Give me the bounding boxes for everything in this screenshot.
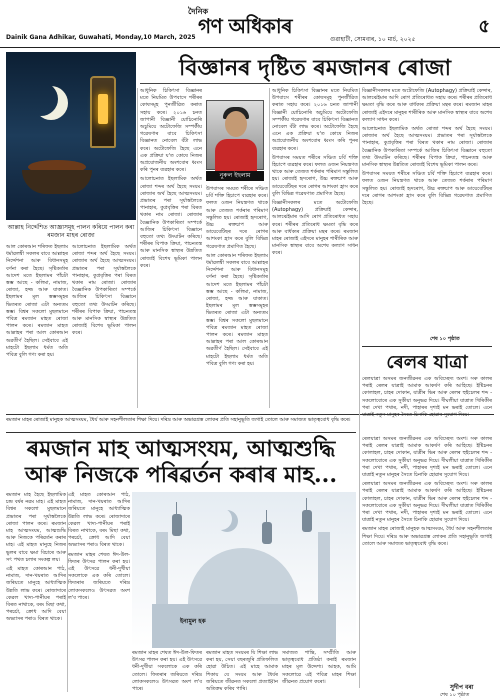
minaret-right [318, 532, 330, 612]
paragraph: বিজ্ঞানীসকলৰ মতে অটোফেজি (Autophagy) প্ৰক্ৰিয়াই কেন্সাৰ, আলঝেইমাৰ আদি ৰোগ প্ৰতিৰোধত সহায় কৰে। শৰীৰৰ প্ৰতিৰোধ ক্ষমতা বৃদ্ধি কৰে আৰু বাৰ্ধক্যৰ প্ৰক্ৰিয়া মন্থৰ কৰে। ৰমজান মাহৰ ৰোজাই এইদৰে মানুহৰ শাৰীৰিক আৰু মানসিক স্বাস্থ্যৰ বাবে অশেষ কল্যাণ সাধন কৰে। [272, 200, 358, 257]
paragraph: আলোচনাত ইছলামিক অৰ্থত ৰোজা শব্দৰ অৰ্থ হৈছে সংযম। ৰোজাৰ অৰ্থ হৈছে আত্মসংযম। প্ৰভাতৰ পৰা সূৰ্যাস্তলৈকে পানাহাৰ, কুপ্ৰবৃত্তিৰ পৰা বিৰত থকাৰ নাম ৰোজা। ৰোজাৰ বৈজ্ঞানিক উপকাৰিতা সম্পৰ্কে আজিৰ চিকিৎসা বিজ্ঞানে বহুতো তথ্য উদ্ঘাটন কৰিছে। শৰীৰৰ বিপাক ক্ৰিয়া, পাচনতন্ত্ৰ আৰু মানসিক স্বাস্থ্যৰ উন্নতিত ৰোজাই বিশেষ ভূমিকা পালন কৰে। [72, 244, 136, 337]
top-article-col6 [362, 88, 492, 334]
paragraph: ৰমজান মাহৰ শেষত ঈদ-উল-ফিতৰ উৎসৱ পালন কৰা হয়। এই উৎসৱে ধনী-দুখীয়া সকলোকে এক কৰি তোলে। ফিতৰাৰ জৰিয়তে দৰিদ্ৰ লোকসকলেও উৎসৱত অংশ ল'ব পাৰে। [68, 551, 130, 601]
author-name: নুৰুল ইছলাম [206, 171, 264, 181]
author-head [225, 111, 247, 137]
bottom-col3 [132, 650, 202, 694]
ramadan-hero-image [6, 52, 136, 220]
column-rule [67, 492, 68, 692]
author-photo [206, 100, 264, 170]
strip-text: ৰমজান মাহৰ ৰোজাই মানুহক আত্মসংযম, ধৈৰ্য আৰু সহনশীলতাৰ শিক্ষা দিয়ে। দৰিদ্ৰ আৰু অভাৱগ্ৰস্ত লোকৰ প্ৰতি সহানুভূতি জগাই তোলে আৰু সমাজত ভাতৃত্ববোধ বৃদ্ধি কৰে। [6, 414, 494, 432]
paragraph: আধুনিক চিকিৎসা বিজ্ঞানৰ মতে নিয়মিত উপবাসে শৰীৰৰ কোষসমূহ পুনৰ্জীৱিত কৰাত সহায় কৰে। ২০১৬ চনত জাপানী বিজ্ঞানী য়োচিনোৰি অচুমিয়ে অটোফেজি সম্পৰ্কীয় গৱেষণাৰ বাবে চিকিৎসা বিজ্ঞানত নোবেল বঁটা লাভ কৰে। অটোফেজি হৈছে এনে এক প্ৰক্ৰিয়া য'ত কোষে নিজৰ অপ্ৰয়োজনীয় অংশবোৰ ধ্বংস কৰি পুনৰ ব্যৱহাৰ কৰে। [140, 88, 202, 174]
paragraph: উপবাসৰ সময়ত শৰীৰে সঞ্চিত চৰ্বি শক্তি হিচাপে ব্যৱহাৰ কৰে। ফলত ওজন নিয়ন্ত্ৰণত থাকে আৰু তেজত শৰ্কৰাৰ পৰিমাণ সন্তুলিত হয়। ৰোজাই হৃদৰোগ, উচ্চ ৰক্তচাপ আৰু ডায়েবেটিছৰ দৰে ৰোগৰ আশংকা হ্ৰাস কৰে বুলি বিভিন্ন গৱেষণাত প্ৰমাণিত হৈছে। [206, 186, 268, 250]
paragraph: আলোচনাত ইছলামিক অৰ্থত ৰোজা শব্দৰ অৰ্থ হৈছে সংযম। ৰোজাৰ অৰ্থ হৈছে আত্মসংযম। প্ৰভাতৰ পৰা সূৰ্যাস্তলৈকে পানাহাৰ, কুপ্ৰবৃত্তিৰ পৰা বিৰত থকাৰ নাম ৰোজা। ৰোজাৰ বৈজ্ঞানিক উপকাৰিতা সম্পৰ্কে আজিৰ চিকিৎসা বিজ্ঞানে বহুতো তথ্য উদ্ঘাটন কৰিছে। শৰীৰৰ বিপাক ক্ৰিয়া, পাচনতন্ত্ৰ আৰু মানসিক স্বাস্থ্যৰ উন্নতিত ৰোজাই বিশেষ ভূমিকা পালন কৰে। [362, 126, 492, 169]
top-article-col2 [72, 244, 136, 408]
lantern-icon [90, 76, 116, 148]
paragraph: ৰমজান মাহৰ শেষত ঈদ-উল-ফিতৰ উৎসৱ পালন কৰা হয়। এই উৎসৱে ধনী-দুখীয়া সকলোকে এক কৰি তোলে। ফিতৰাৰ জৰিয়তে দৰিদ্ৰ লোকসকলেও উৎসৱত অংশ ল'ব পাৰে। [132, 650, 202, 693]
paragraph: আল কোৰআন শৰিফত ইছলাম ধৰ্মাৱলম্বী সকলৰ বাবে আল্লাহৰ নিৰ্দ্দেশনা আৰু বিধানসমূহ বৰ্ণনা কৰা হৈছে। সৃষ্টিকৰ্তাৰ আদেশ মতে ইছলামৰ পাঁচটা স্তম্ভ আছে - কলিমা, নামাজ, ৰোজা, হজ্জ আৰু যাকাত। ইছলামৰ মূল স্তম্ভসমূহৰ ভিতৰত ৰোজা এটা অন্যতম স্তম্ভ। বিশ্বৰ সকলো মুছলমানে পবিত্ৰ ৰমজান মাহত ৰোজা পালন কৰে। ৰমজান মাহত আল্লাহৰ পৰা আল কোৰআন অৱতীৰ্ণ হৈছিল। সেইবাবে এই মাহটো ইছলাম ধৰ্মত অতি পবিত্ৰ বুলি গণ্য কৰা হয়। [206, 252, 268, 367]
rail-article-body [362, 436, 492, 680]
rail-intro [362, 376, 492, 419]
paragraph: এই মাহত কোৰআন পাঠ, নামাজ, দান-খয়ৰাত আদিৰ জৰিয়তে মানুহে আধ্যাত্মিক উন্নতি লাভ কৰে। ৰোজাদাৰে কেৱল খাদ্য-পানীয়ৰ পৰাই বিৰত নাথাকে, বৰং মিছা কথা, পৰচৰ্চা, ক্ৰোধ আদি বেয়া অভ্যাসৰ পৰাও বিৰত থাকে। [68, 492, 130, 549]
paragraph: সমাজত শান্তি, সম্প্ৰীতি আৰু ভাতৃত্ববোধ প্ৰতিষ্ঠা কৰাই ৰমজান মাহৰ মূল উদ্দেশ্য। আহক, আমি সকলোৱে এই পবিত্ৰ মাহৰ শিক্ষা জীৱনত প্ৰয়োগ কৰো। [282, 650, 356, 685]
bottom-author: ইনামুল হক [180, 618, 206, 625]
bottom-col4 [206, 650, 278, 694]
logo-small-text: দৈনিক [188, 7, 209, 16]
crescent-moon-icon [210, 508, 232, 530]
column-rule [137, 88, 138, 408]
bottom-col2 [68, 492, 130, 692]
top-article-col3 [140, 88, 202, 408]
page-number: ৫ [478, 16, 490, 37]
author-body [215, 139, 257, 173]
crescent-moon-icon [24, 82, 58, 116]
logo-main-text: গণ অধিকাৰ [198, 14, 292, 38]
paragraph: ৰমজান মাহৰ ৰোজাই মানুহক আত্মসংযম, ধৈৰ্য আৰু সহনশীলতাৰ শিক্ষা দিয়ে। দৰিদ্ৰ আৰু অভাৱগ্ৰস্ত লোকৰ প্ৰতি সহানুভূতি জগাই তোলে আৰু সমাজত ভাতৃত্ববোধ বৃদ্ধি কৰে। [362, 526, 492, 547]
paragraph: ৰেলযাত্ৰা অসমৰ জনজীৱনৰ এক অবিচ্ছেদ্য অংশ। সৰু কালৰ পৰাই ৰেলৰ যাত্ৰাই আমাক আকৰ্ষণ কৰি আহিছে। ইষ্টিচনৰ কোলাহল, চাহৰ দোকান, যাত্ৰীৰ ভিৰ আৰু ৰেলৰ হুইচেলৰ শব্দ - সকলোবোৰে এক সুকীয়া অনুভৱ দিয়ে। দীঘলীয়া যাত্ৰাত খিৰিকীৰ পৰা দেখা পথাৰ, নদী, পাহাৰৰ দৃশ্যই মন ভৰাই তোলে। এনে যাত্ৰাই নতুন মানুহৰ সৈতে চিনাকি হোৱাৰ সুযোগ দিয়ে। [362, 481, 492, 524]
mosque-illustration [132, 492, 356, 648]
minaret-left [156, 532, 168, 612]
column-rule [269, 88, 270, 408]
paragraph: আল কোৰআন শৰিফত ইছলাম ধৰ্মাৱলম্বী সকলৰ বাবে আল্লাহৰ নিৰ্দ্দেশনা আৰু বিধানসমূহ বৰ্ণনা কৰা হৈছে। সৃষ্টিকৰ্তাৰ আদেশ মতে ইছলামৰ পাঁচটা স্তম্ভ আছে - কলিমা, নামাজ, ৰোজা, হজ্জ আৰু যাকাত। ইছলামৰ মূল স্তম্ভসমূহৰ ভিতৰত ৰোজা এটা অন্যতম স্তম্ভ। বিশ্বৰ সকলো মুছলমানে পবিত্ৰ ৰমজান মাহত ৰোজা পালন কৰে। ৰমজান মাহত আল্লাহৰ পৰা আল কোৰআন অৱতীৰ্ণ হৈছিল। সেইবাবে এই মাহটো ইছলাম ধৰ্মত অতি পবিত্ৰ বুলি গণ্য কৰা হয়। [6, 244, 68, 359]
newspaper-logo [188, 6, 324, 36]
continued-note: শেষ ১০ পৃষ্ঠাত [430, 336, 460, 342]
bottom-headline-line2: আৰু নিজকে পৰিৱৰ্তন কৰাৰ মাহ... [24, 462, 337, 488]
paragraph: ৰেলযাত্ৰা অসমৰ জনজীৱনৰ এক অবিচ্ছেদ্য অংশ। সৰু কালৰ পৰাই ৰেলৰ যাত্ৰাই আমাক আকৰ্ষণ কৰি আহিছে। ইষ্টিচনৰ কোলাহল, চাহৰ দোকান, যাত্ৰীৰ ভিৰ আৰু ৰেলৰ হুইচেলৰ শব্দ - সকলোবোৰে এক সুকীয়া অনুভৱ দিয়ে। দীঘলীয়া যাত্ৰাত খিৰিকীৰ পৰা দেখা পথাৰ, নদী, পাহাৰৰ দৃশ্যই মন ভৰাই তোলে। এনে যাত্ৰাই নতুন মানুহৰ সৈতে চিনাকি হোৱাৰ সুযোগ দিয়ে। [362, 436, 492, 479]
top-article-col4 [206, 186, 268, 408]
top-headline: বিজ্ঞানৰ দৃষ্টিত ৰমজানৰ ৰোজা [140, 52, 490, 84]
bottom-headline-line1: ৰমজান মাহ আত্মসংযম, আত্মশুদ্ধি [26, 436, 336, 462]
bottom-col5 [282, 650, 356, 694]
paragraph: আধুনিক চিকিৎসা বিজ্ঞানৰ মতে নিয়মিত উপবাসে শৰীৰৰ কোষসমূহ পুনৰ্জীৱিত কৰাত সহায় কৰে। ২০১৬ চনত জাপানী বিজ্ঞানী য়োচিনোৰি অচুমিয়ে অটোফেজি সম্পৰ্কীয় গৱেষণাৰ বাবে চিকিৎসা বিজ্ঞানত নোবেল বঁটা লাভ কৰে। অটোফেজি হৈছে এনে এক প্ৰক্ৰিয়া য'ত কোষে নিজৰ অপ্ৰয়োজনীয় অংশবোৰ ধ্বংস কৰি পুনৰ ব্যৱহাৰ কৰে। [272, 88, 358, 152]
section-rule [6, 432, 356, 433]
hero-caption: আল্লাহ নিৰ্দ্দেশিত আজ্ঞাসমূহ পালন কৰিয়ে পালন কৰা ৰমজান মাহৰ ৰোজা [7, 224, 135, 239]
hanging-lantern-icon [172, 514, 182, 536]
paragraph: ৰমজান মাহত সংযমৰ যি শিক্ষা লাভ কৰা হয়, সেয়া বছৰজুৰি প্ৰতিফলিত হোৱা উচিত। এই মাহে আমাক শিকায় যে সংযম আৰু ধৈৰ্যৰ জৰিয়তে জীৱনত সকলো প্ৰত্যাহ্বান অতিক্ৰম কৰিব পাৰি। [206, 650, 278, 693]
column-rule [359, 88, 360, 688]
bottom-col1 [6, 492, 66, 692]
hanging-lantern-icon [262, 522, 272, 544]
bowl-icon [22, 170, 92, 194]
paragraph: উপবাসৰ সময়ত শৰীৰে সঞ্চিত চৰ্বি শক্তি হিচাপে ব্যৱহাৰ কৰে। ফলত ওজন নিয়ন্ত্ৰণত থাকে আৰু তেজত শৰ্কৰাৰ পৰিমাণ সন্তুলিত হয়। ৰোজাই হৃদৰোগ, উচ্চ ৰক্তচাপ আৰু ডায়েবেটিছৰ দৰে ৰোগৰ আশংকা হ্ৰাস কৰে বুলি বিভিন্ন গৱেষণাত প্ৰমাণিত হৈছে। [362, 171, 492, 207]
paragraph: বিজ্ঞানীসকলৰ মতে অটোফেজি (Autophagy) প্ৰক্ৰিয়াই কেন্সাৰ, আলঝেইমাৰ আদি ৰোগ প্ৰতিৰোধত সহায় কৰে। শৰীৰৰ প্ৰতিৰোধ ক্ষমতা বৃদ্ধি কৰে আৰু বাৰ্ধক্যৰ প্ৰক্ৰিয়া মন্থৰ কৰে। ৰমজান মাহৰ ৰোজাই এইদৰে মানুহৰ শাৰীৰিক আৰু মানসিক স্বাস্থ্যৰ বাবে অশেষ কল্যাণ সাধন কৰে। [362, 88, 492, 123]
masthead-english-line: Dainik Gana Adhikar, Guwahati, Monday,10 March, 2025 [6, 34, 196, 41]
paragraph: ৰেলযাত্ৰা অসমৰ জনজীৱনৰ এক অবিচ্ছেদ্য অংশ। সৰু কালৰ পৰাই ৰেলৰ যাত্ৰাই আমাক আকৰ্ষণ কৰি আহিছে। ইষ্টিচনৰ কোলাহল, চাহৰ দোকান, যাত্ৰীৰ ভিৰ আৰু ৰেলৰ হুইচেলৰ শব্দ - সকলোবোৰে এক সুকীয়া অনুভৱ দিয়ে। দীঘলীয়া যাত্ৰাত খিৰিকীৰ পৰা দেখা পথাৰ, নদী, পাহাৰৰ দৃশ্যই মন ভৰাই তোলে। এনে যাত্ৰাই নতুন মানুহৰ সৈতে চিনাকি হোৱাৰ সুযোগ দিয়ে। [362, 376, 492, 419]
paragraph: ৰমজান মাহ হৈছে ইছলামিক চন্দ্ৰ বৰ্ষৰ নৱম মাহ। এই মাহত বিশ্বৰ সকলো মুছলমানে প্ৰভাতৰ পৰা সূৰ্যাস্তলৈকে ৰোজা পালন কৰে। ৰমজান মাহ আত্মসংযম, আত্মশুদ্ধি আৰু নিজকে পৰিৱৰ্তন কৰাৰ মাহ। এই মাহত মানুহে নিজৰ ভুলৰ বাবে ক্ষমা বিচাৰে আৰু সৎ পথত চলাৰ সংকল্প লয়। [6, 492, 66, 563]
rail-continued: শেষ ১০ পৃষ্ঠাত [440, 692, 470, 698]
paragraph: আলোচনাত ইছলামিক অৰ্থত ৰোজা শব্দৰ অৰ্থ হৈছে সংযম। ৰোজাৰ অৰ্থ হৈছে আত্মসংযম। প্ৰভাতৰ পৰা সূৰ্যাস্তলৈকে পানাহাৰ, কুপ্ৰবৃত্তিৰ পৰা বিৰত থকাৰ নাম ৰোজা। ৰোজাৰ বৈজ্ঞানিক উপকাৰিতা সম্পৰ্কে আজিৰ চিকিৎসা বিজ্ঞানে বহুতো তথ্য উদ্ঘাটন কৰিছে। শৰীৰৰ বিপাক ক্ৰিয়া, পাচনতন্ত্ৰ আৰু মানসিক স্বাস্থ্যৰ উন্নতিত ৰোজাই বিশেষ ভূমিকা পালন কৰে। [140, 176, 202, 269]
rail-headline: ৰেলৰ যাত্ৰা [386, 352, 468, 373]
mosque-dome [188, 548, 298, 608]
masthead [0, 0, 500, 48]
hanging-lantern-icon [302, 510, 312, 532]
top-article-col5 [272, 88, 358, 408]
masthead-date: গুৱাহাটী, সোমবাৰ, ১০ মাৰ্চ, ২০২৫ [330, 36, 416, 43]
top-article-col1 [6, 244, 68, 408]
paragraph: এই মাহত কোৰআন পাঠ, নামাজ, দান-খয়ৰাত আদিৰ জৰিয়তে মানুহে আধ্যাত্মিক উন্নতি লাভ কৰে। ৰোজাদাৰে কেৱল খাদ্য-পানীয়ৰ পৰাই বিৰত নাথাকে, বৰং মিছা কথা, পৰচৰ্চা, ক্ৰোধ আদি বেয়া অভ্যাসৰ পৰাও বিৰত থাকে। [6, 566, 66, 623]
bottom-headline [6, 436, 356, 488]
rail-author: সুদীপ বৰা [450, 684, 474, 691]
paragraph: উপবাসৰ সময়ত শৰীৰে সঞ্চিত চৰ্বি শক্তি হিচাপে ব্যৱহাৰ কৰে। ফলত ওজন নিয়ন্ত্ৰণত থাকে আৰু তেজত শৰ্কৰাৰ পৰিমাণ সন্তুলিত হয়। ৰোজাই হৃদৰোগ, উচ্চ ৰক্তচাপ আৰু ডায়েবেটিছৰ দৰে ৰোগৰ আশংকা হ্ৰাস কৰে বুলি বিভিন্ন গৱেষণাত প্ৰমাণিত হৈছে। [272, 154, 358, 197]
